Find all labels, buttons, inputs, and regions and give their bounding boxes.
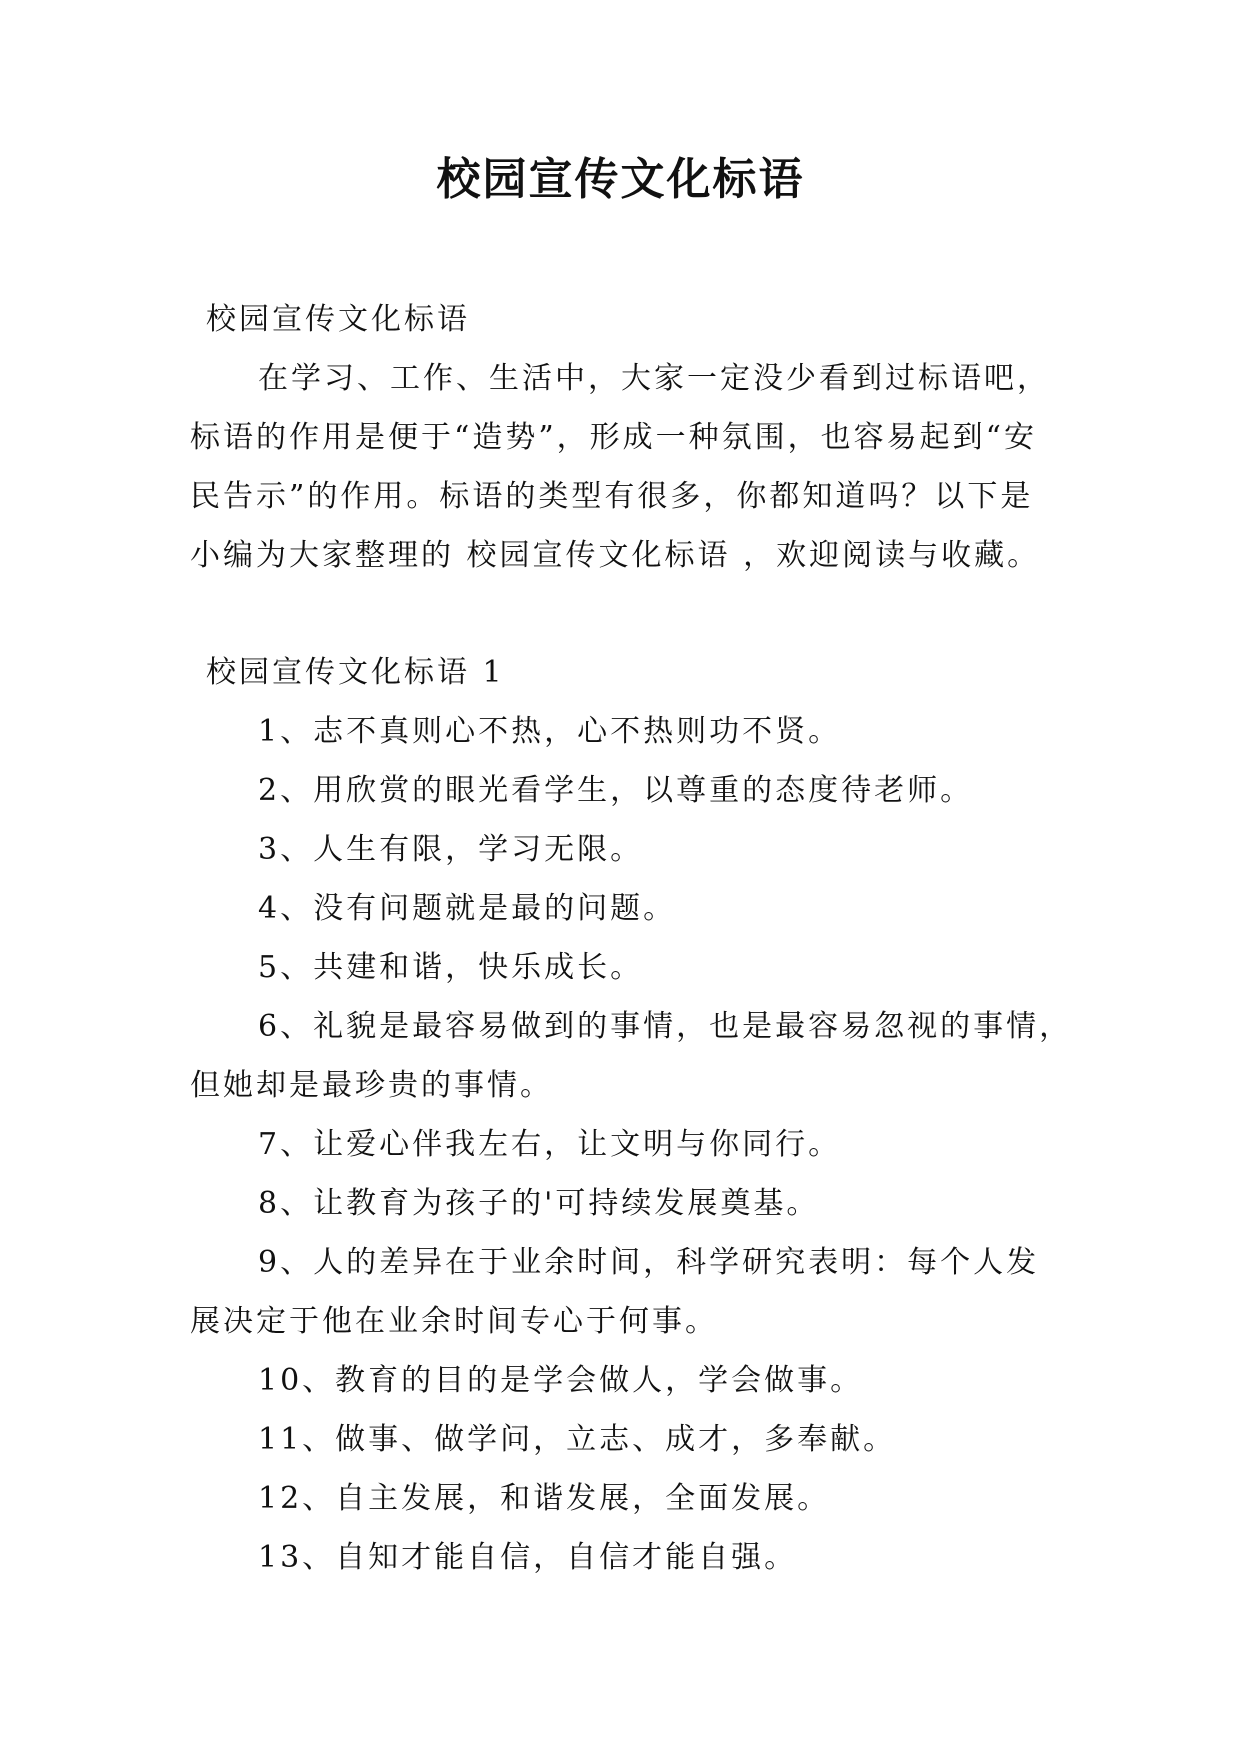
intro-line-1: 在学习、工作、生活中，大家一定没少看到过标语吧， [258, 361, 1050, 396]
slogan-item: 2、用欣赏的眼光看学生，以尊重的态度待老师。 [258, 773, 974, 808]
slogan-item: 4、没有问题就是最的问题。 [258, 891, 677, 926]
document-title: 校园宣传文化标语 [436, 154, 805, 205]
intro-line-4: 小编为大家整理的 校园宣传文化标语 ，欢迎阅读与收藏。 [190, 538, 1041, 573]
slogan-item-continuation: 展决定于他在业余时间专心于何事。 [190, 1304, 718, 1339]
section-gap [190, 585, 1070, 643]
slogan-item: 1、志不真则心不热，心不热则功不贤。 [258, 714, 842, 749]
slogan-item: 5、共建和谐，快乐成长。 [258, 950, 644, 985]
section-heading: 校园宣传文化标语 1 [206, 655, 505, 690]
slogan-item: 11、做事、做学问，立志、成才，多奉献。 [258, 1422, 897, 1457]
slogan-item: 6、礼貌是最容易做到的事情，也是最容易忽视的事情， [258, 1009, 1073, 1044]
slogan-item: 7、让爱心伴我左右，让文明与你同行。 [258, 1127, 842, 1162]
document-body [190, 290, 1073, 1587]
slogan-item: 10、教育的目的是学会做人，学会做事。 [258, 1363, 864, 1398]
slogan-item: 13、自知才能自信，自信才能自强。 [258, 1540, 798, 1575]
slogan-item: 9、人的差异在于业余时间，科学研究表明：每个人发 [258, 1245, 1040, 1280]
slogan-item: 12、自主发展，和谐发展，全面发展。 [258, 1481, 831, 1516]
slogan-item: 3、人生有限，学习无限。 [258, 832, 644, 867]
intro-line-3: 民告示”的作用。标语的类型有很多，你都知道吗？以下是 [190, 479, 1034, 514]
slogan-item-continuation: 但她却是最珍贵的事情。 [190, 1068, 553, 1103]
slogan-item: 8、让教育为孩子的'可持续发展奠基。 [258, 1186, 820, 1221]
subheading: 校园宣传文化标语 [206, 302, 470, 337]
intro-line-2: 标语的作用是便于“造势”，形成一种氛围，也容易起到“安 [190, 420, 1038, 455]
